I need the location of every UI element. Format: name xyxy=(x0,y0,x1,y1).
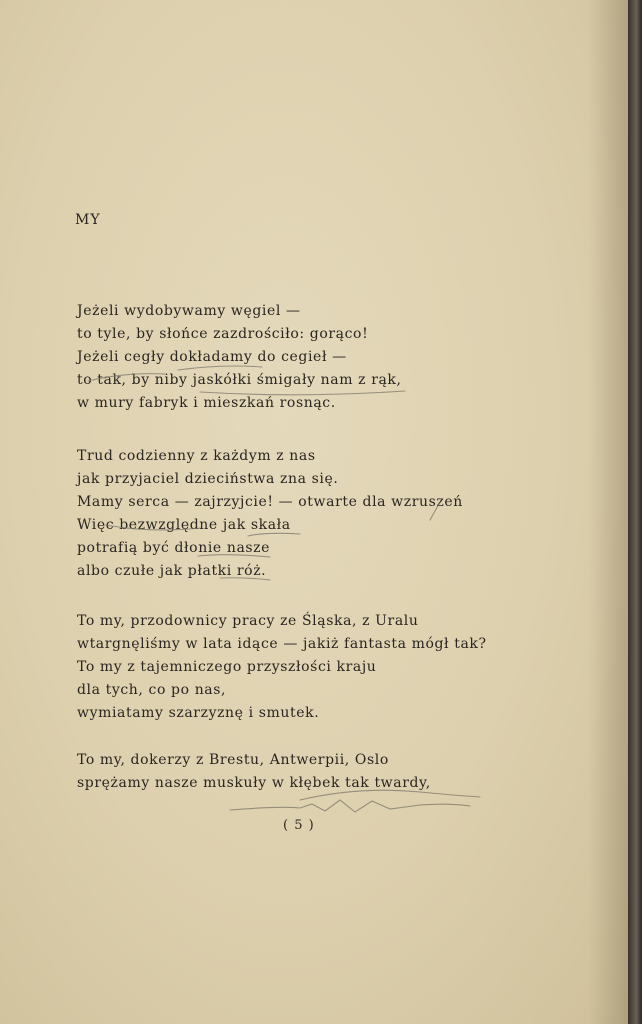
verse-line: w mury fabryk i mieszkań rosnąc. xyxy=(77,395,336,411)
verse-line: Mamy serca — zajrzyjcie! — otwarte dla wzruszeń xyxy=(77,494,463,510)
verse-line: To my z tajemniczego przyszłości kraju xyxy=(77,659,377,675)
verse-line: to tyle, by słońce zazdrościło: gorąco! xyxy=(77,326,369,342)
verse-line: Trud codzienny z każdym z nas xyxy=(77,448,316,464)
stanza-4 xyxy=(77,749,431,795)
stanza-3 xyxy=(77,610,487,725)
verse-line: to tak, by niby jaskółki śmigały nam z rąk, xyxy=(77,372,402,388)
stanza-1 xyxy=(77,300,402,415)
poem-title: MY xyxy=(75,212,101,228)
verse-line: To my, przodownicy pracy ze Śląska, z Uralu xyxy=(77,613,419,629)
verse-line: jak przyjaciel dzieciństwa zna się. xyxy=(77,471,339,487)
verse-line: potrafią być dłonie nasze xyxy=(77,540,271,556)
verse-line: Jeżeli wydobywamy węgiel — xyxy=(77,303,301,319)
verse-line: albo czułe jak płatki róż. xyxy=(77,563,267,579)
verse-line: Jeżeli cegły dokładamy do cegieł — xyxy=(77,349,347,365)
verse-line: To my, dokerzy z Brestu, Antwerpii, Oslo xyxy=(77,752,389,768)
page-number: ( 5 ) xyxy=(283,818,315,833)
verse-line: sprężamy nasze muskuły w kłębek tak twardy, xyxy=(77,775,431,791)
verse-line: wymiatamy szarzyznę i smutek. xyxy=(77,705,320,721)
book-binding-edge xyxy=(628,0,642,1024)
verse-line: Więc bezwzględne jak skała xyxy=(77,517,291,533)
stanza-2 xyxy=(77,445,463,583)
verse-line: dla tych, co po nas, xyxy=(77,682,227,698)
verse-line: wtargnęliśmy w lata idące — jakiż fantasta mógł tak? xyxy=(77,636,487,652)
